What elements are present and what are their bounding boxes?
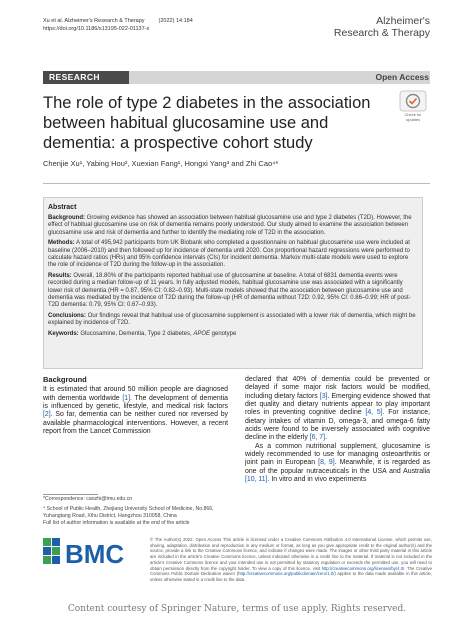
license-body: ) applies to the data made available in this article, unless otherwise stated in a credit line to the data. [150,571,432,582]
body-text: . Emerging evidence showed that diet quality and dietary nutrients appear to play important roles in preventing cognitive decline [245,392,431,417]
abstract-conclusions-text: Our findings reveal that habitual use of glucosamine supplement is associated with a lower risk of dementia, which might be explained by incidence of T2D. [48,312,416,327]
body-paragraph [43,386,228,436]
body-text: declared that 40% of dementia could be prevented or delayed if some major risk factors would be modified, including dietary factors [245,376,430,400]
license-text [150,537,432,583]
section-label: RESEARCH [43,71,129,84]
body-text: As a common nutritional supplement, glucosamine is widely recommended to use for managing osteoarthritis or joint pain in European [245,442,430,467]
body-text: . In vitro and in vivo experiments [267,476,367,484]
footnote-divider [43,494,98,495]
body-column-left [43,376,228,436]
citation-link[interactable]: [1] [122,394,130,402]
abstract-methods-text: A total of 495,942 participants from UK Biobank who completed a questionnaire on habitual glucosamine use were included at baseline (2006–2010) and then followed up for incidence of dementia until 2020. Cox proportional hazard regressions were performed to calculate hazard ratios (HRs) and 95% confidence intervals (CIs) for incident dementia. Markov multi-state models were used to explore the role of incidence of T2D during the follow-up in the association. [48,240,410,269]
footnotes [43,496,233,527]
abstract-conclusions [48,313,418,328]
check-for-updates-icon[interactable] [399,90,427,112]
body-text: . The development of dementia is influenced by genetic, lifestyle, and medical risk factors [43,394,228,411]
citation-link[interactable]: [4, 5] [365,409,383,417]
citation-header [43,17,193,33]
author-list: Chenjie Xu¹, Yabing Hou², Xuexian Fang¹, Hongxi Yang³ and Zhi Cao⁴* [43,159,279,168]
citation-link[interactable]: [6, 7] [309,434,326,442]
body-paragraph [245,376,430,443]
license-body: © The Author(s) 2022. Open Access This article is licensed under a Creative Commons Attribution 4.0 International License, which permits use, sharing, adaptation, distribution and reproduction in any medium or format, as long as you give appropriate credit to the original author(s) and the source, provide a link to the Creative Commons licence, and indicate if changes were made. The images or other third party material in this article are included in the article's Creative Commons licence, unless indicated otherwise in a credit line to the material. If material is not included in the article's Creative Commons licence and your intended use is not permitted by statutory regulation or exceeds the permitted use, you will need to obtain permission directly from the copyright holder. To view a copy of this licence, visit [150,537,432,571]
body-text: . [325,434,327,442]
abstract-conclusions-label: Conclusions: [48,312,87,319]
abstract-results-text: Overall, 18.80% of the participants reported habitual use of glucosamine at baseline. A total of 6831 dementia events were recorded during a median follow-up of 11 years. In fully adjusted models, habitual glucosamine use was associated with a significantly lower risk of dementia (HR = 0.87, 95% CI: 0.82–0.93). Multi-state models showed that the association between glucosamine use and dementia was mediated by the incidence of T2D during the follow-up (HR of dementia without T2D: 0.92, 95% CI: 0.86–0.99; HR of post-T2D dementia: 0.79, 95% CI: 0.67–0.93). [48,272,411,309]
journal-name-line2: Research & Therapy [333,27,430,39]
license-link[interactable]: http://creativecommons.org/licenses/by/4.0/ [321,565,405,571]
body-paragraph [245,443,430,485]
background-heading: Background [43,375,87,384]
abstract-background-text: Growing evidence has showed an association between habitual glucosamine use and type 2 diabetes (T2D). However, the effect of habitual glucosamine use on risk of dementia remains poorly understood. Our study aimed to examine the association between glucosamine use and risk of dementia and further to identify the mediating role of T2D in the association. [48,215,412,236]
correspondence-email[interactable]: *Correspondence: caozhi@tmu.edu.cn [43,496,133,502]
body-text: . So far, dementia can be neither cured nor reversed by available pharmacological interventions. However, a recent report from the Lancet Commission [43,411,228,436]
abstract-results-label: Results: [48,272,72,279]
citation-link[interactable]: [3] [319,392,328,400]
public-domain-link[interactable]: http://creativecommons.org/publicdomain/zero/1.0/ [238,571,335,577]
abstract-background [48,215,418,237]
body-column-right [245,376,430,484]
body-text: . For instance, dietary intakes of vitamin D, omega-3, and omega-6 fatty acids were found to be inversely associated with cognitive decline in the elderly [245,409,430,442]
bmc-logo-text: BMC [65,539,125,569]
license-body: . The Creative Commons Public Domain Dedication waiver ( [150,565,432,577]
abstract-background-label: Background: [48,215,86,221]
abstract-methods [48,240,418,270]
citation-year: (2022) 14:184 [158,18,193,24]
keywords-italic: APOE [193,330,210,337]
header-divider [43,183,430,184]
keywords-label: Keywords: [48,330,79,337]
bmc-logo [43,536,135,569]
journal-name [334,15,430,39]
body-text: It is estimated that around 50 million people are diagnosed with dementia worldwide [43,386,228,402]
journal-name-line1: Alzheimer's [376,15,430,27]
citation-journal: Xu et al. Alzheimer's Research & Therapy [43,18,145,24]
abstract-methods-label: Methods: [48,240,75,247]
abstract-box [43,197,423,369]
open-access-label: Open Access [375,72,429,82]
courtesy-footer: Content courtesy of Springer Nature, terms of use apply. Rights reserved. [67,604,407,614]
article-title: The role of type 2 diabetes in the association between habitual glucosamine use and dementia: a prospective cohort study [43,94,371,152]
citation-link[interactable]: [10, 11] [245,476,268,484]
abstract-results [48,273,418,310]
check-for-updates-label: Check for updates [404,112,422,122]
keywords-text: Glucosamine, Dementia, Type 2 diabetes, [80,330,194,337]
author-info-note: Full list of author information is available at the end of the article [43,520,190,526]
abstract-heading: Abstract [48,204,77,211]
affiliation: ⁴ School of Public Health, Zhejiang University School of Medicine, No.866, Yuhangtang Road, Xihu District, Hangzhou 310058, China [43,506,214,519]
citation-link[interactable]: [2] [43,411,51,419]
keywords-tail: genotype [210,330,237,337]
body-text: . Meanwhile, it is regarded as one of the popular nutraceuticals in the USA and Australia [245,459,431,475]
doi-link[interactable]: https://doi.org/10.1186/s13195-022-01137-x [43,26,150,32]
citation-link[interactable]: [8, 9] [318,459,335,467]
abstract-keywords [48,331,418,338]
